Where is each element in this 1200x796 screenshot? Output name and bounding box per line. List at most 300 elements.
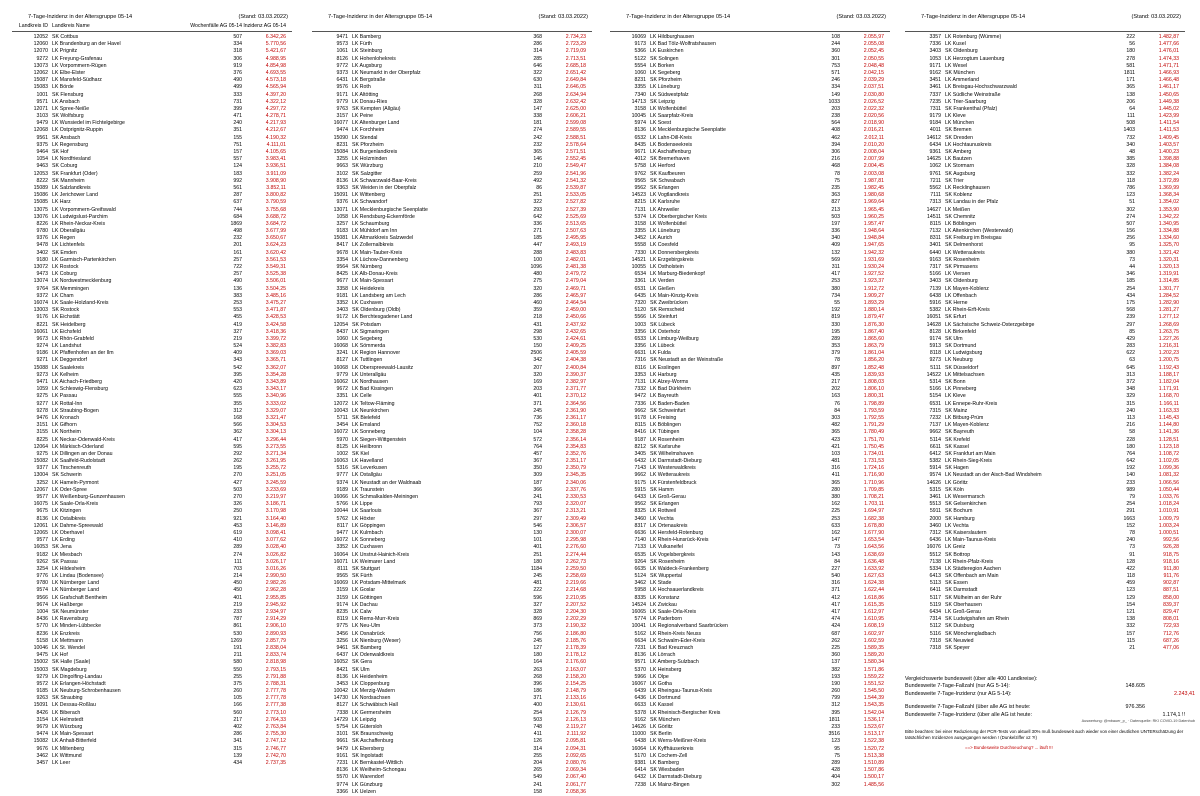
cell-name: SK Oldenburg (Oldb)	[352, 307, 401, 314]
cell-id: 12065	[33, 529, 48, 536]
cell-id: 9479	[336, 745, 348, 752]
cell-incidence: 2.094,31	[565, 745, 586, 752]
cell-id: 9189	[336, 486, 348, 493]
cell-name: SK Wilhelmshaven	[650, 450, 694, 457]
cell-incidence: 3.362,07	[265, 364, 286, 371]
table-row	[312, 753, 592, 760]
cell-incidence: 2.549,47	[565, 163, 586, 170]
table-row	[905, 192, 1185, 199]
cell-id: 3158	[634, 220, 646, 227]
table-row	[312, 192, 592, 199]
cell-id: 3452	[634, 235, 646, 242]
cell-incidence: 1.638,69	[863, 551, 884, 558]
cell-cases: 228	[1126, 436, 1135, 443]
cell-name: LK Wunsiedel im Fichtelgebirge	[52, 120, 125, 127]
table-row	[905, 207, 1185, 214]
cell-incidence: 2.069,34	[565, 767, 586, 774]
cell-id: 5374	[634, 213, 646, 220]
cell-cases: 596	[533, 594, 542, 601]
table-row	[610, 235, 890, 242]
cell-incidence: 1.168,70	[1158, 393, 1179, 400]
cell-id: 9263	[36, 695, 48, 702]
cell-name: SK Rosenheim	[945, 256, 980, 263]
cell-id: 3461	[929, 494, 941, 500]
cell-name: SK Rosenheim	[650, 558, 685, 565]
cell-name: LK Rhein-Erft-Kreis	[945, 307, 990, 314]
cell-id: 8125	[336, 443, 348, 450]
cell-incidence: 1.643,56	[863, 544, 884, 551]
cell-id: 6413	[929, 573, 941, 580]
table-row	[312, 731, 592, 738]
table-row	[610, 163, 890, 170]
cell-name: LK Osterholz	[650, 328, 680, 335]
cell-incidence: 2.469,71	[565, 285, 586, 292]
table-row	[12, 178, 292, 185]
cell-cases: 372	[1126, 379, 1135, 385]
table-row	[905, 501, 1185, 508]
cell-incidence: 3.852,11	[266, 184, 286, 191]
header-id: Landkreis ID	[18, 23, 48, 29]
cell-incidence: 3.354,28	[265, 371, 286, 378]
cell-incidence: 1.624,38	[863, 580, 884, 587]
cell-cases: 309	[533, 472, 542, 479]
cell-incidence: 1.284,52	[1158, 292, 1179, 299]
cell-id: 6411	[929, 587, 941, 594]
cell-cases: 359	[533, 307, 542, 314]
table-row	[12, 659, 292, 666]
cell-name: LK Main-Tauber-Kreis	[352, 249, 403, 256]
cell-cases: 637	[233, 199, 242, 206]
cell-cases: 401	[233, 594, 242, 601]
table-row	[312, 616, 592, 623]
cell-name: LK Wolfenbüttel	[650, 220, 687, 227]
cell-incidence: 2.058,36	[565, 788, 586, 795]
cell-incidence: 2.340,06	[565, 479, 586, 486]
table-row	[610, 595, 890, 602]
table-row	[312, 717, 592, 724]
table-row	[610, 142, 890, 149]
table-row	[905, 537, 1185, 544]
cell-cases: 241	[533, 781, 542, 788]
table-row	[610, 587, 890, 594]
table-row	[312, 178, 592, 185]
cell-id: 7137	[929, 422, 941, 429]
cell-incidence: 2.207,52	[565, 601, 586, 608]
table-row	[610, 415, 890, 422]
cell-name: LK Odenwaldkreis	[352, 652, 395, 659]
cell-name: LK Celle	[352, 393, 372, 400]
cell-name: SK Amberg	[945, 149, 972, 155]
cell-id: 5754	[336, 724, 348, 730]
cell-name: LK Weißenburg-Gunzenhausen	[52, 494, 125, 500]
cell-id: 15083	[33, 84, 48, 91]
cell-cases: 334	[831, 84, 840, 91]
cell-name: LK Lübeck	[650, 343, 675, 350]
cell-cases: 342	[533, 357, 542, 364]
table-row	[312, 257, 592, 264]
cell-id: 16066	[333, 494, 348, 500]
cell-cases: 286	[533, 292, 542, 299]
cell-name: LK Nienburg (Weser)	[352, 637, 401, 644]
cell-name: LK Viersen	[945, 271, 971, 278]
cell-cases: 334	[233, 41, 242, 48]
cell-incidence: 1.863,79	[863, 343, 884, 350]
cell-name: SK Nürnberg	[352, 264, 382, 270]
cell-cases: 259	[533, 170, 542, 177]
cell-cases: 111	[234, 558, 242, 565]
cell-incidence: 2.048,48	[863, 62, 884, 69]
cell-id: 9477	[336, 529, 348, 536]
cell-incidence: 2.734,23	[565, 34, 586, 40]
cell-name: LK Elbe-Elster	[52, 69, 86, 76]
cell-name: LK Oberallgäu	[52, 228, 86, 235]
cell-incidence: 4.190,32	[265, 134, 286, 141]
cell-id: 9577	[36, 537, 48, 544]
table-row	[905, 221, 1185, 228]
cell-cases: 147	[533, 105, 542, 112]
cell-incidence: 1.792,55	[863, 414, 884, 421]
cell-name: SK Essen	[945, 580, 968, 587]
cell-cases: 383	[233, 292, 242, 299]
cell-incidence: 829,47	[1163, 609, 1179, 615]
cell-cases: 431	[533, 321, 542, 328]
cell-cases: 550	[233, 666, 242, 673]
cell-id: 16075	[33, 501, 48, 508]
cell-name: LK Tirschenreuth	[52, 465, 92, 472]
cell-cases: 233	[1126, 479, 1135, 486]
cell-cases: 139	[233, 752, 242, 759]
cell-cases: 137	[831, 659, 840, 666]
table-row	[312, 494, 592, 501]
cell-id: 15087	[33, 77, 48, 84]
cell-cases: 764	[1126, 450, 1135, 457]
cell-cases: 401	[533, 544, 542, 551]
cell-id: 3155	[36, 429, 48, 436]
cell-incidence: 1.461,17	[1158, 84, 1179, 91]
cell-id: 15082	[33, 458, 48, 465]
cell-name: SK Frankfurt (Oder)	[52, 170, 98, 177]
cell-name: LK Bergstraße	[352, 77, 386, 84]
cell-cases: 322	[533, 69, 542, 76]
cell-name: LK Garmisch-Partenkirchen	[52, 256, 116, 263]
cell-name: LK Forchheim	[352, 127, 385, 134]
table-row	[610, 760, 890, 767]
cell-cases: 420	[233, 379, 242, 385]
cell-incidence: 1.342,22	[1158, 213, 1179, 220]
cell-name: SK Erlangen	[650, 184, 680, 191]
cell-incidence: 1.403,57	[1158, 141, 1179, 148]
cell-cases: 262	[233, 458, 242, 465]
cell-cases: 287	[233, 192, 242, 199]
cell-id: 5914	[929, 465, 941, 472]
stand-date: (Stand: 03.03.2022)	[1131, 14, 1181, 20]
cell-id: 8136	[634, 127, 646, 134]
cell-id: 10042	[333, 688, 348, 695]
cell-cases: 255	[533, 752, 542, 759]
cell-incidence: 2.479,04	[565, 278, 586, 285]
cell-cases: 55	[834, 299, 840, 306]
cell-id: 9361	[929, 149, 941, 155]
table-row	[905, 544, 1185, 551]
cell-name: LK Würzburg	[52, 724, 83, 730]
table-row	[312, 508, 592, 515]
cell-name: SK Krefeld	[945, 436, 970, 443]
cell-id: 6533	[634, 335, 646, 342]
cell-name: SK Pforzheim	[650, 77, 682, 84]
cell-id: 15086	[33, 192, 48, 199]
cell-name: LK Vechta	[650, 515, 674, 522]
cell-id: 6437	[336, 652, 348, 659]
cell-id: 9272	[36, 55, 48, 62]
cell-id: 3352	[336, 544, 348, 551]
cell-incidence: 2.111,92	[566, 731, 586, 738]
cell-cases: 542	[233, 364, 242, 371]
national-cases-label: Bundesweite 7-Tage-Fallzahl (nur AG 5-14):	[905, 683, 1010, 690]
cell-incidence: 1.808,03	[863, 379, 884, 385]
cell-cases: 270	[233, 472, 242, 479]
cell-id: 9478	[36, 242, 48, 249]
cell-incidence: 1.559,22	[863, 673, 884, 680]
cell-name: LK Erzgebirgskreis	[650, 256, 694, 263]
cell-id: 9566	[36, 594, 48, 601]
cell-cases: 367	[533, 508, 542, 515]
cell-id: 9184	[929, 120, 941, 127]
cell-id: 14627	[926, 206, 941, 213]
cell-incidence: 2.186,80	[565, 630, 586, 637]
cell-name: LK Rhein-Hunsrück-Kreis	[650, 537, 709, 544]
cell-incidence: 1.282,90	[1158, 299, 1179, 306]
cell-incidence: 2.606,21	[565, 113, 586, 120]
cell-cases: 560	[233, 709, 242, 716]
cell-id: 3461	[929, 84, 941, 91]
cell-cases: 786	[1126, 184, 1135, 191]
table-row	[312, 171, 592, 178]
table-row	[610, 659, 890, 666]
cell-name: SK Kiel	[352, 450, 370, 457]
table-row	[312, 300, 592, 307]
cell-cases: 332	[1126, 170, 1135, 177]
cell-name: SK Landau in der Pfalz	[945, 199, 999, 206]
table-row	[12, 70, 292, 77]
cell-id: 10046	[33, 644, 48, 651]
cell-incidence: 918,75	[1163, 551, 1179, 558]
table-row	[312, 544, 592, 551]
table-row	[312, 516, 592, 523]
cell-id: 3402	[36, 249, 48, 256]
cell-name: SK Straubing	[52, 695, 83, 702]
cell-incidence: 1.500,17	[863, 774, 884, 781]
table-row	[905, 156, 1185, 163]
cell-id: 6531	[929, 400, 941, 407]
table-row	[905, 372, 1185, 379]
cell-incidence: 1.319,91	[1158, 271, 1179, 278]
header-cases: Wochenfälle AG 05-14	[190, 23, 242, 29]
cell-incidence: 3.755,68	[265, 206, 286, 213]
cell-name: LK Mayen-Koblenz	[945, 422, 989, 429]
cell-cases: 490	[233, 278, 242, 285]
table-row	[610, 523, 890, 530]
table-row	[610, 99, 890, 106]
cell-incidence: 1.411,53	[1159, 127, 1179, 134]
cell-cases: 85	[1129, 328, 1135, 335]
cell-id: 5315	[929, 486, 941, 493]
cell-id: 3403	[336, 307, 348, 314]
cell-id: 3460	[634, 515, 646, 522]
cell-id: 9780	[36, 228, 48, 235]
cell-name: SK Braunschweig	[352, 731, 393, 738]
cell-cases: 180	[1126, 443, 1135, 450]
table-row	[905, 149, 1185, 156]
cell-cases: 503	[831, 213, 840, 220]
cell-cases: 553	[233, 307, 242, 314]
cell-incidence: 2.202,29	[565, 616, 586, 623]
cell-id: 16068	[333, 364, 348, 371]
cell-cases: 371	[533, 400, 542, 407]
cell-name: SK Karlsruhe	[650, 443, 681, 450]
cell-id: 15089	[33, 184, 48, 191]
table-row	[12, 264, 292, 271]
cell-id: 3354	[336, 256, 348, 263]
cell-incidence: 2.990,50	[265, 573, 286, 580]
cell-id: 5911	[929, 508, 941, 515]
table-row	[610, 329, 890, 336]
cell-incidence: 2.646,05	[565, 84, 586, 91]
cell-cases: 289	[831, 759, 840, 766]
cell-incidence: 3.016,26	[265, 565, 286, 572]
table-row	[610, 573, 890, 580]
cell-name: LK Gifhorn	[52, 422, 77, 429]
cell-name: LK Helmstedt	[52, 716, 84, 723]
cell-cases: 262	[831, 637, 840, 644]
cell-incidence: 1.227,26	[1158, 335, 1179, 342]
table-row	[312, 746, 592, 753]
table-row	[905, 127, 1185, 134]
cell-incidence: 1.856,20	[863, 357, 884, 364]
cell-name: LK Main-Spessart	[52, 731, 94, 738]
table-row	[12, 458, 292, 465]
cell-id: 5974	[634, 120, 646, 127]
table-row	[905, 286, 1185, 293]
cell-cases: 168	[233, 414, 242, 421]
cell-cases: 166	[233, 702, 242, 709]
table-row	[905, 199, 1185, 206]
cell-cases: 86	[536, 184, 542, 191]
table-row	[12, 120, 292, 127]
cell-id: 3358	[336, 285, 348, 292]
cell-name: LK Hochsauerlandkreis	[650, 587, 704, 594]
cell-name: LK Dortmund	[650, 695, 681, 702]
cell-incidence: 2.390,37	[565, 371, 586, 378]
cell-name: LK Neumarkt in der Oberpfalz	[352, 69, 421, 76]
cell-name: LK Zollernalbkreis	[352, 242, 394, 249]
cell-id: 3353	[634, 371, 646, 378]
table-row	[312, 501, 592, 508]
cell-cases: 341	[233, 738, 242, 745]
cell-name: LK Hildesheim	[52, 565, 86, 572]
cell-incidence: 2.133,16	[565, 695, 586, 702]
cell-cases: 343	[233, 357, 242, 364]
cell-name: LK Pfaffenhofen an der Ilm	[52, 350, 114, 357]
cell-id: 8116	[634, 364, 646, 371]
cell-name: LK Rhein-Pfalz-Kreis	[945, 558, 994, 565]
cell-cases: 260	[831, 688, 840, 695]
table-row	[610, 185, 890, 192]
table-row	[12, 451, 292, 458]
table-row	[12, 537, 292, 544]
cell-cases: 429	[1126, 335, 1135, 342]
table-row	[610, 250, 890, 257]
cell-name: LK Neu-Ulm	[352, 623, 381, 630]
cell-incidence: 1.798,89	[863, 400, 884, 407]
cell-cases: 113	[1126, 414, 1135, 421]
cell-id: 1059	[36, 386, 48, 393]
column-title-bar	[12, 14, 292, 23]
table-row	[12, 401, 292, 408]
cell-name: LK Teltow-Fläming	[352, 400, 395, 407]
cell-id: 5378	[634, 709, 646, 716]
cell-id: 3401	[929, 242, 941, 249]
cell-cases: 225	[831, 644, 840, 651]
cell-cases: 152	[1126, 522, 1135, 529]
cell-id: 1060	[634, 69, 646, 76]
cell-id: 9372	[36, 292, 48, 299]
cell-id: 9780	[36, 580, 48, 587]
cell-cases: 257	[233, 271, 242, 278]
cell-incidence: 3.304,13	[265, 429, 286, 436]
cell-cases: 156	[1126, 228, 1135, 235]
table-row	[610, 314, 890, 321]
cell-id: 2000	[929, 515, 941, 522]
cell-cases: 187	[533, 479, 542, 486]
cell-name: SK Magdeburg	[52, 666, 87, 673]
cell-incidence: 2.330,53	[565, 494, 586, 500]
cell-name: LK Hohenlohekreis	[352, 55, 396, 62]
cell-name: LK Sächsische Schweiz-Osterzgebirge	[945, 321, 1035, 328]
cell-name: SK Düsseldorf	[945, 364, 979, 371]
all-age-cases-label: Bundesweite 7-Tage-Fallzahl (über alle AG ist heute:	[905, 704, 1031, 711]
cell-name: SK Dortmund	[945, 343, 977, 350]
cell-name: LK Mainz-Bingen	[650, 781, 690, 788]
cell-id: 9473	[36, 271, 48, 278]
table-row	[905, 379, 1185, 386]
cell-cases: 256	[1126, 235, 1135, 242]
cell-cases: 703	[233, 565, 242, 572]
table-row	[905, 185, 1185, 192]
cell-name: LK Vogtlandkreis	[650, 192, 689, 199]
cell-incidence: 1.066,56	[1158, 479, 1179, 486]
cell-name: SK Halle (Saale)	[52, 659, 91, 666]
cell-name: LK Spree-Neiße	[52, 105, 90, 112]
cell-cases: 764	[533, 443, 542, 450]
cell-id: 8222	[36, 177, 48, 184]
table-row	[610, 688, 890, 695]
cell-incidence: 2.126,13	[565, 716, 586, 723]
cell-cases: 204	[533, 759, 542, 766]
table-row	[905, 437, 1185, 444]
cell-incidence: 2.737,35	[265, 759, 286, 766]
cell-name: LK Landsberg am Lech	[352, 292, 406, 299]
cell-id: 8416	[634, 429, 646, 436]
table-row	[312, 278, 592, 285]
cell-incidence: 2.219,66	[565, 580, 586, 587]
cell-cases: 79	[1129, 494, 1135, 500]
cell-name: SK Mülheim an der Ruhr	[945, 594, 1002, 601]
cell-id: 3356	[634, 328, 646, 335]
cell-id: 7232	[929, 414, 941, 421]
cell-incidence: 2.437,92	[565, 321, 586, 328]
cell-cases: 371	[533, 695, 542, 702]
cell-incidence: 3.790,59	[265, 199, 286, 206]
